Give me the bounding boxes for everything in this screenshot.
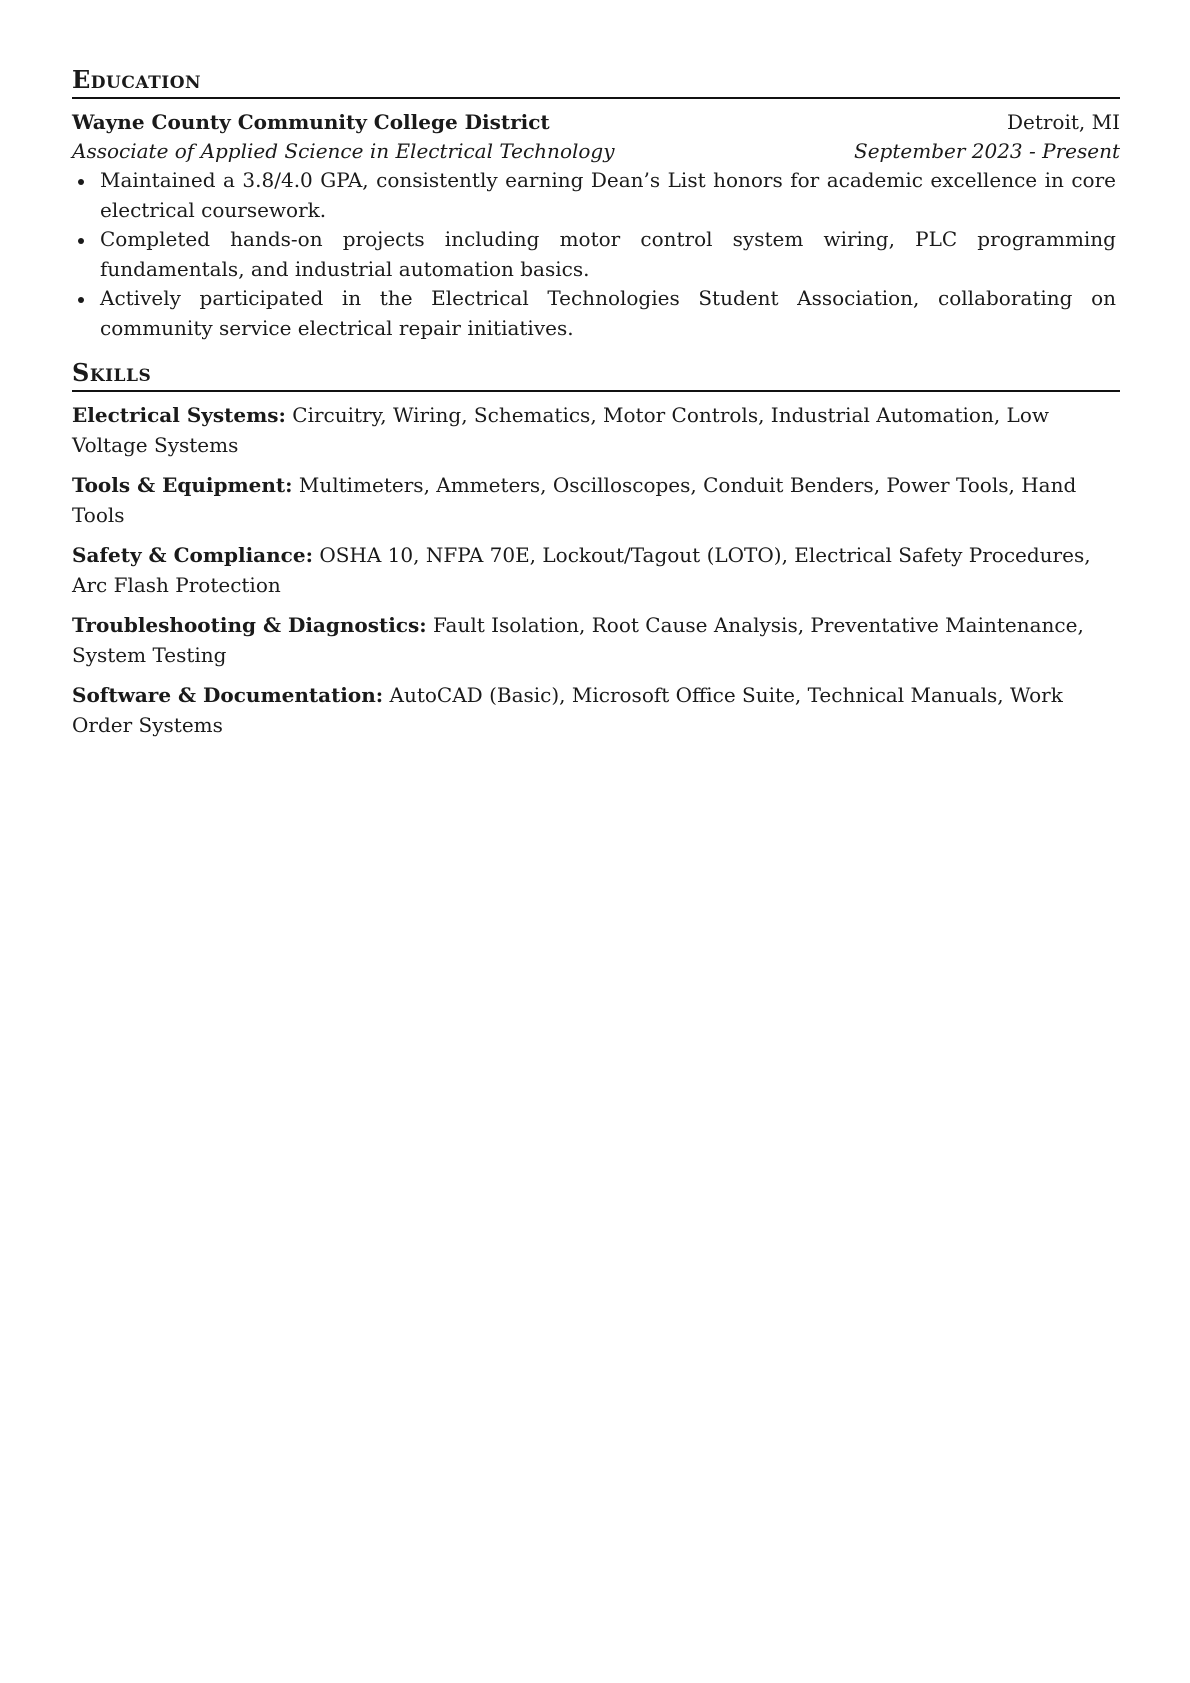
skill-value: Fault Isolation, Root Cause Analysis, Preventative Maintenance, System Testing	[72, 613, 1084, 667]
bullet-icon	[78, 179, 84, 185]
education-bullet-text: Completed hands-on projects including motor control system wiring, PLC programming fundamentals, and industrial automation basics.	[100, 227, 1116, 281]
skill-label: Safety & Compliance:	[72, 543, 313, 567]
education-bullet-text: Maintained a 3.8/4.0 GPA, consistently earning Dean’s List honors for academic excellence in core electrical coursework.	[100, 168, 1116, 222]
education-heading: Education	[72, 66, 1120, 99]
skill-row-tools-equipment	[72, 471, 1120, 530]
skill-row-electrical-systems	[72, 401, 1120, 460]
education-bullet	[72, 166, 1120, 225]
education-bullet	[72, 225, 1120, 284]
bullet-icon	[78, 297, 84, 303]
education-bullet	[72, 284, 1120, 343]
education-dates: September 2023 - Present	[854, 139, 1120, 163]
skill-label: Software & Documentation:	[72, 683, 384, 707]
bullet-icon	[78, 238, 84, 244]
skill-value: AutoCAD (Basic), Microsoft Office Suite, Technical Manuals, Work Order Systems	[72, 683, 1063, 737]
skill-label: Troubleshooting & Diagnostics:	[72, 613, 427, 637]
education-degree-row	[72, 137, 1120, 166]
education-header-row	[72, 108, 1120, 137]
education-bullet-text: Actively participated in the Electrical Technologies Student Association, collaborating on community service electrical repair initiatives.	[100, 286, 1116, 340]
skill-row-troubleshooting-diagnostics	[72, 611, 1120, 670]
institution-location: Detroit, MI	[1006, 110, 1120, 134]
skill-label: Electrical Systems:	[72, 403, 286, 427]
institution-name: Wayne County Community College District	[72, 110, 550, 134]
skill-row-software-documentation	[72, 681, 1120, 740]
degree-title: Associate of Applied Science in Electrical Technology	[72, 139, 615, 163]
skill-label: Tools & Equipment:	[72, 473, 293, 497]
skill-value: Circuitry, Wiring, Schematics, Motor Controls, Industrial Automation, Low Voltage Systems	[72, 403, 1049, 457]
skill-value: OSHA 10, NFPA 70E, Lockout/Tagout (LOTO), Electrical Safety Procedures, Arc Flash Protection	[72, 543, 1091, 597]
skills-heading: Skills	[72, 359, 1120, 392]
skill-row-safety-compliance	[72, 541, 1120, 600]
resume-page	[72, 0, 1120, 740]
education-bullet-list	[72, 166, 1120, 343]
skill-value: Multimeters, Ammeters, Oscilloscopes, Conduit Benders, Power Tools, Hand Tools	[72, 473, 1077, 527]
